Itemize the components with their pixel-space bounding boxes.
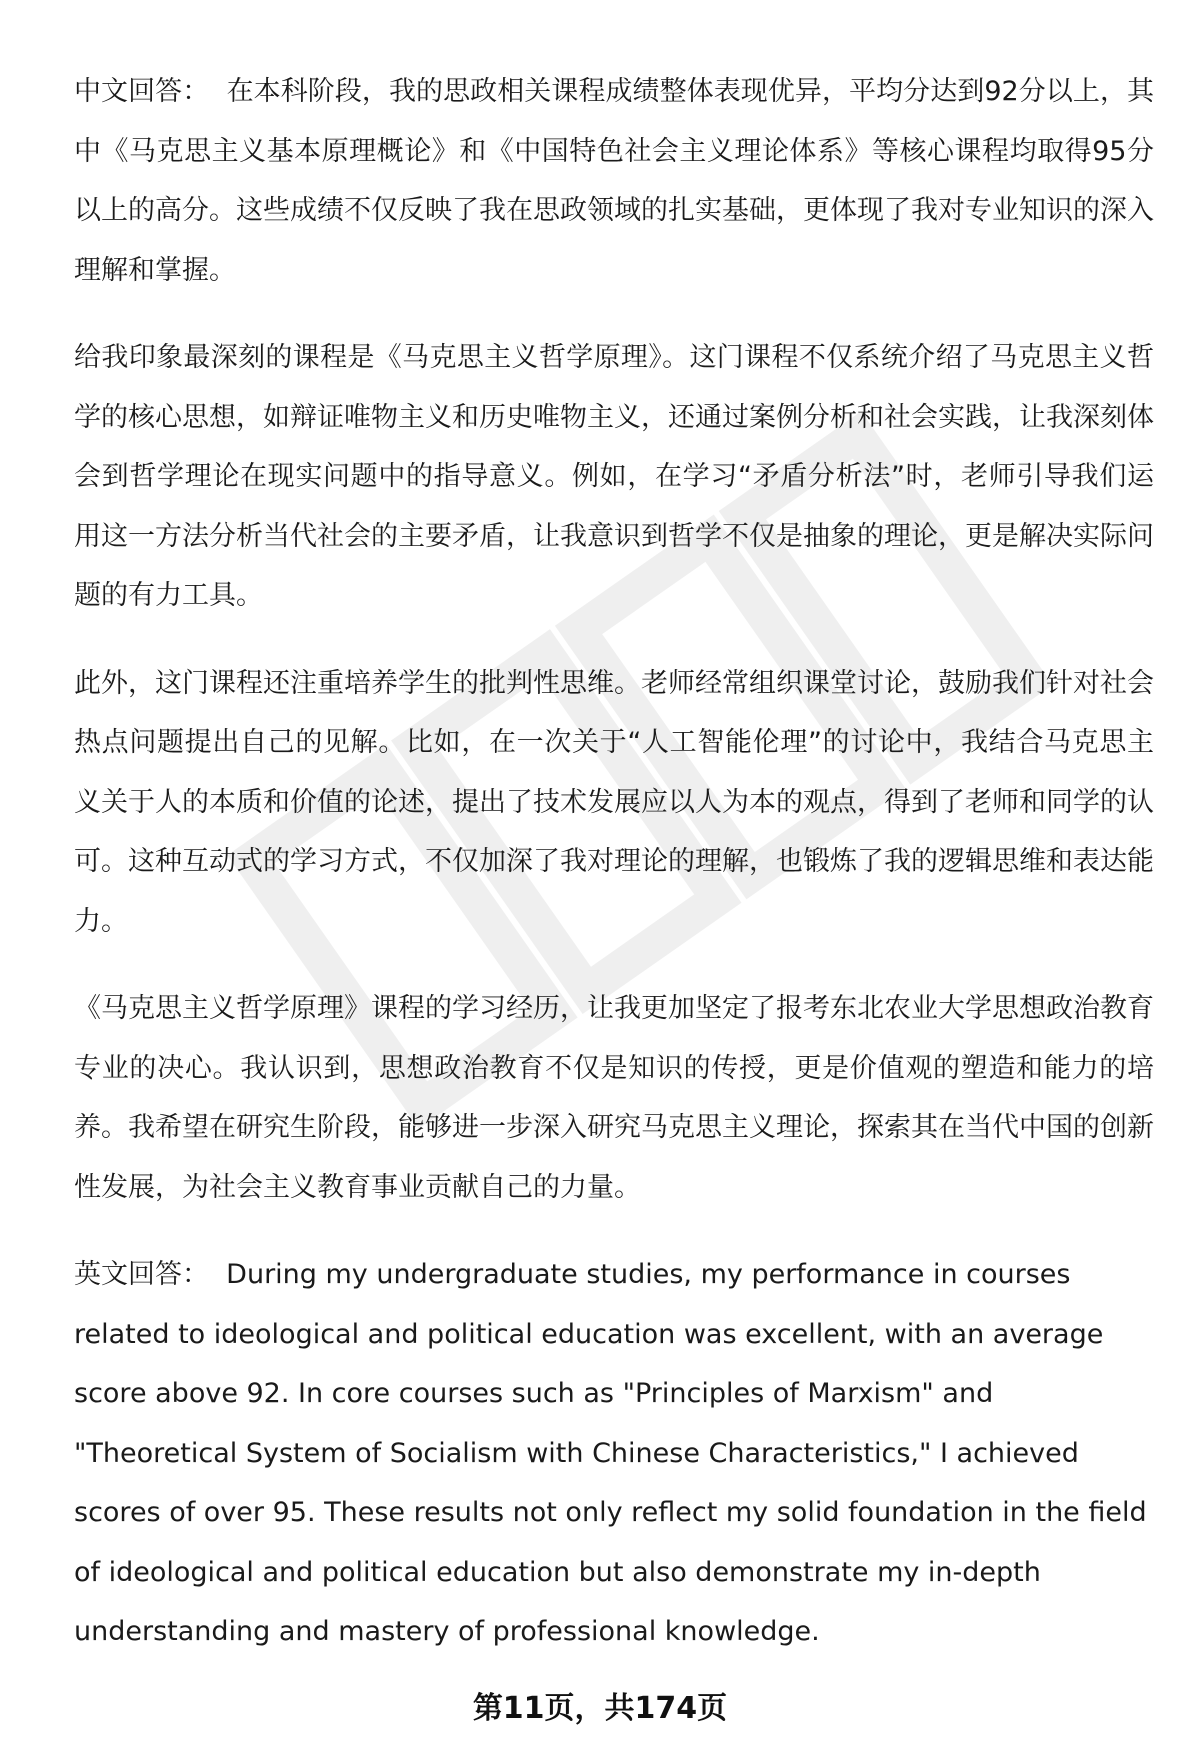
paragraph-critical-thinking: 此外，这门课程还注重培养学生的批判性思维。老师经常组织课堂讨论，鼓励我们针对社会热点问题提出自己的见解。比如，在一次关于“人工智能伦理”的讨论中，我结合马克思主义关于人的本质和价值的论述，提出了技术发展应以人为本的观点，得到了老师和同学的认可。这种互动式的学习方式，不仅加深了我对理论的理解，也锻炼了我的逻辑思维和表达能力。 [74, 667, 1154, 937]
english-answer-label: 英文回答： [74, 1259, 209, 1290]
paragraph-english-answer [74, 1245, 1154, 1662]
english-answer-text: During my undergraduate studies, my performance in courses related to ideological and political education was excellent, with an average score above 92. In core courses such as "Principles of Marxism" and "Theoretical System of Socialism with Chinese Characteristics," I achieved scores of over 95. These results not only reflect my solid foundation in the field of ideological and political education but also demonstrate my in-depth understanding and mastery of professional knowledge. [74, 1259, 1147, 1647]
paragraph-chinese-answer [74, 62, 1154, 300]
paragraph-impressive-course: 给我印象最深刻的课程是《马克思主义哲学原理》。这门课程不仅系统介绍了马克思主义哲学的核心思想，如辩证唯物主义和历史唯物主义，还通过案例分析和社会实践，让我深刻体会到哲学理论在现实问题中的指导意义。例如，在学习“矛盾分析法”时，老师引导我们运用这一方法分析当代社会的主要矛盾，让我意识到哲学不仅是抽象的理论，更是解决实际问题的有力工具。 [74, 342, 1154, 611]
page-number-footer: 第11页，共174页 [472, 1691, 728, 1726]
chinese-answer-label: 中文回答： [74, 76, 210, 107]
paragraph-motivation: 《马克思主义哲学原理》课程的学习经历，让我更加坚定了报考东北农业大学思想政治教育专业的决心。我认识到，思想政治教育不仅是知识的传授，更是价值观的塑造和能力的培养。我希望在研究生阶段，能够进一步深入研究马克思主义理论，探索其在当代中国的创新性发展，为社会主义教育事业贡献自己的力量。 [74, 993, 1154, 1203]
chinese-answer-text: 在本科阶段，我的思政相关课程成绩整体表现优异，平均分达到92分以上，其中《马克思主义基本原理概论》和《中国特色社会主义理论体系》等核心课程均取得95分以上的高分。这些成绩不仅反映了我在思政领域的扎实基础，更体现了我对专业知识的深入理解和掌握。 [74, 76, 1155, 286]
document-body [74, 62, 1154, 1690]
